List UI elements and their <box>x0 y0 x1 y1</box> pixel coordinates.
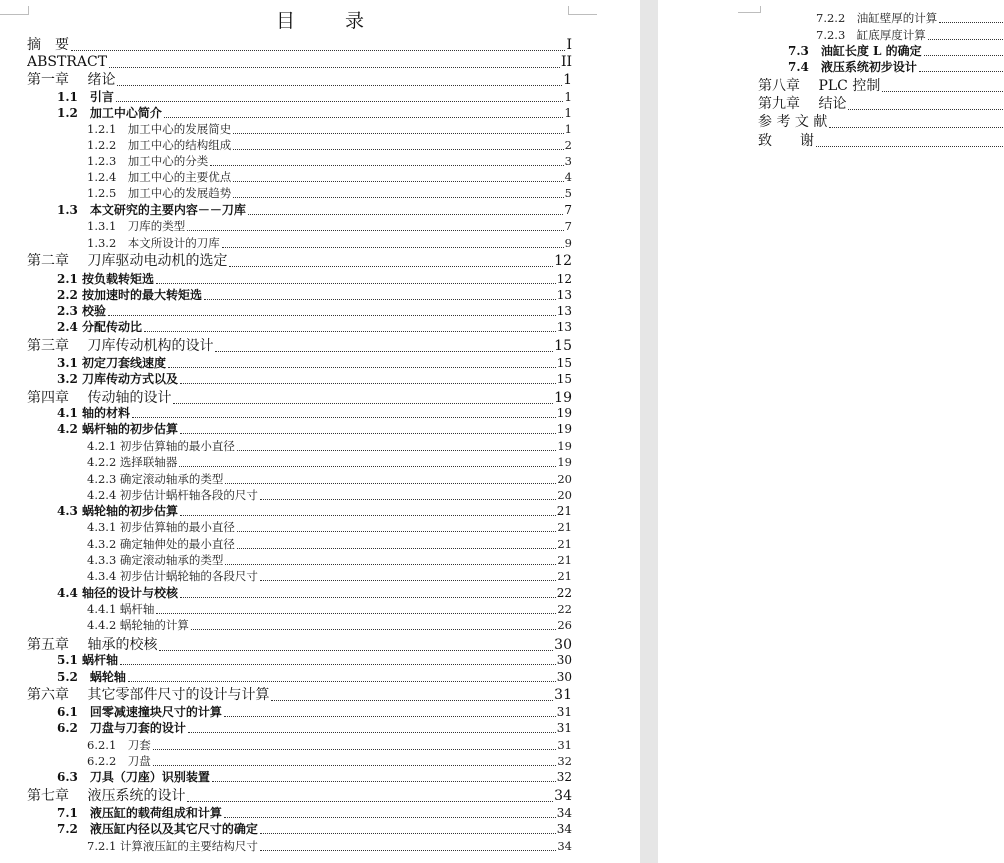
toc-leader-dots <box>108 315 556 316</box>
toc-leader-dots <box>153 765 557 766</box>
toc-page-number: 1 <box>564 122 572 136</box>
toc-entry[interactable] <box>87 218 572 234</box>
toc-page-number: 34 <box>556 822 572 836</box>
toc-leader-dots <box>173 403 553 404</box>
toc-page-number: 15 <box>554 338 572 354</box>
toc-leader-dots <box>164 117 563 118</box>
toc-entry[interactable] <box>87 137 572 153</box>
toc-entry-text: 致 谢 <box>758 133 814 149</box>
toc-leader-dots <box>71 50 565 51</box>
toc-entry-text: 4.1 轴的材料 <box>57 406 131 420</box>
toc-entry[interactable] <box>27 337 572 355</box>
toc-leader-dots <box>180 383 556 384</box>
toc-entry[interactable] <box>87 536 572 552</box>
toc-page-number: 13 <box>556 288 572 302</box>
toc-page-number: 21 <box>557 553 572 567</box>
toc-leader-dots <box>128 681 556 682</box>
toc-page-number: 4 <box>564 170 572 184</box>
toc-leader-dots <box>260 850 556 851</box>
toc-entry[interactable] <box>87 838 572 854</box>
toc-page-number: 34 <box>557 839 572 853</box>
toc-entry[interactable] <box>87 471 572 487</box>
toc-entry[interactable] <box>87 121 572 137</box>
toc-page-number: 12 <box>554 253 572 269</box>
toc-entry-text: 7.4 液压系统初步设计 <box>788 60 917 74</box>
toc-entry[interactable] <box>27 36 572 54</box>
toc-entry-text: 4.2.2 选择联轴器 <box>87 455 178 469</box>
toc-leader-dots <box>919 71 1003 72</box>
toc-entry-text: 4.3.1 初步估算轴的最小直径 <box>87 520 235 534</box>
toc-entry-text: 1.2.4 加工中心的主要优点 <box>87 170 232 184</box>
toc-entry[interactable] <box>27 53 572 71</box>
toc-leader-dots <box>260 499 556 500</box>
toc-entry[interactable] <box>57 287 572 303</box>
toc-entry-text: 第九章 结论 <box>758 96 847 112</box>
toc-page-number: 13 <box>556 304 572 318</box>
toc-entry-text: 5.2 蜗轮轴 <box>57 670 126 684</box>
toc-entry[interactable] <box>57 303 572 319</box>
toc-leader-dots <box>882 91 1003 92</box>
toc-entry-text: 2.4 分配传动比 <box>57 320 143 334</box>
toc-leader-dots <box>180 515 556 516</box>
toc-entry[interactable] <box>87 617 572 633</box>
toc-leader-dots <box>117 85 562 86</box>
toc-entry-text: 参 考 文 献 <box>758 114 828 130</box>
toc-entry-text: 4.2 蜗杆轴的初步估算 <box>57 422 179 436</box>
toc-entry[interactable] <box>816 27 1004 43</box>
toc-entry-text: 2.3 校验 <box>57 304 107 318</box>
toc-entry-text: 6.3 刀具（刀座）识别装置 <box>57 770 210 784</box>
toc-page-number: 31 <box>556 705 572 719</box>
toc-entry-text: 1.2.3 加工中心的分类 <box>87 154 209 168</box>
toc-leader-dots <box>237 531 556 532</box>
toc-entry-text: 1.2 加工中心简介 <box>57 106 162 120</box>
toc-leader-dots <box>132 417 556 418</box>
toc-entry-text: 第七章 液压系统的设计 <box>27 788 186 804</box>
toc-entry[interactable] <box>57 421 572 437</box>
toc-leader-dots <box>233 181 563 182</box>
toc-leader-dots <box>939 22 1003 23</box>
toc-entry[interactable] <box>87 601 572 617</box>
toc-page-number: 30 <box>554 637 572 653</box>
toc-entry-text: 4.3.4 初步估计蜗轮轴的各段尺寸 <box>87 569 258 583</box>
toc-entry[interactable] <box>57 769 572 785</box>
toc-entry-text: 7.2.2 油缸壁厚的计算 <box>816 11 938 25</box>
toc-leader-dots <box>233 133 563 134</box>
toc-page-number: 26 <box>557 618 572 632</box>
toc-page-number: 31 <box>554 687 572 703</box>
toc-entry[interactable] <box>816 10 1004 26</box>
toc-leader-dots <box>116 101 563 102</box>
toc-leader-dots <box>187 801 553 802</box>
toc-page-number: 22 <box>556 586 572 600</box>
toc-entry[interactable] <box>27 71 572 89</box>
toc-leader-dots <box>120 664 556 665</box>
toc-page-number: 34 <box>556 806 572 820</box>
toc-entry[interactable] <box>87 552 572 568</box>
toc-entry-text: 第一章 绪论 <box>27 72 116 88</box>
toc-page-number: 30 <box>556 653 572 667</box>
toc-entry-text: 第三章 刀库传动机构的设计 <box>27 338 214 354</box>
toc-entry[interactable] <box>57 652 572 668</box>
toc-entry[interactable] <box>27 686 572 704</box>
toc-entry-text: 6.2.1 刀套 <box>87 738 151 752</box>
toc-entry-text: 6.2.2 刀盘 <box>87 754 151 768</box>
toc-entry-text: 1.2.1 加工中心的发展简史 <box>87 122 232 136</box>
document-page-right <box>658 0 1004 863</box>
toc-leader-dots <box>829 127 1003 128</box>
toc-entry[interactable] <box>87 185 572 201</box>
toc-page-number: 30 <box>556 670 572 684</box>
toc-entry[interactable] <box>87 753 572 769</box>
toc-page-number: 21 <box>557 537 572 551</box>
toc-entry-text: 7.3 油缸长度 L 的确定 <box>788 44 922 58</box>
toc-leader-dots <box>212 781 556 782</box>
toc-entry[interactable] <box>758 132 1004 150</box>
toc-leader-dots <box>237 548 556 549</box>
toc-leader-dots <box>233 149 563 150</box>
toc-leader-dots <box>180 597 556 598</box>
toc-page-number: 12 <box>556 272 572 286</box>
toc-page-number: 19 <box>556 422 572 436</box>
toc-entry-text: 4.2.4 初步估计蜗杆轴各段的尺寸 <box>87 488 258 502</box>
toc-leader-dots <box>188 732 556 733</box>
toc-page-number: 15 <box>556 356 572 370</box>
toc-leader-dots <box>156 283 556 284</box>
toc-leader-dots <box>237 450 556 451</box>
toc-page-number: 32 <box>556 770 572 784</box>
toc-entry-text: 4.4.1 蜗杆轴 <box>87 602 155 616</box>
toc-entry[interactable] <box>87 153 572 169</box>
toc-entry[interactable] <box>758 113 1004 131</box>
toc-entry-text: 1.1 引言 <box>57 90 114 104</box>
toc-leader-dots <box>180 433 556 434</box>
toc-leader-dots <box>225 483 556 484</box>
toc-entry[interactable] <box>87 235 572 251</box>
toc-page-number: 3 <box>564 154 572 168</box>
toc-page-number: 1 <box>563 72 572 88</box>
toc-entry[interactable] <box>57 585 572 601</box>
toc-entry[interactable] <box>758 77 1004 95</box>
toc-entry-text: 7.2.1 计算液压缸的主要结构尺寸 <box>87 839 258 853</box>
toc-entry-text: 4.4.2 蜗轮轴的计算 <box>87 618 189 632</box>
toc-entry-text: 1.3.2 本文所设计的刀库 <box>87 236 220 250</box>
toc-leader-dots <box>153 749 557 750</box>
toc-entry-text: 第八章 PLC 控制 <box>758 78 881 94</box>
toc-leader-dots <box>924 55 1003 56</box>
toc-page-number: 1 <box>564 106 572 120</box>
toc-leader-dots <box>816 146 1003 147</box>
toc-entry-text: 6.1 回零减速撞块尺寸的计算 <box>57 705 222 719</box>
toc-entry-text: 1.3 本文研究的主要内容－－刀库 <box>57 203 246 217</box>
toc-entry-text: 3.2 刀库传动方式以及 <box>57 372 179 386</box>
toc-entry[interactable] <box>87 438 572 454</box>
toc-leader-dots <box>260 580 556 581</box>
toc-entry[interactable] <box>57 202 572 218</box>
toc-entry[interactable] <box>57 105 572 121</box>
toc-page-number: I <box>566 37 572 53</box>
toc-entry-text: 7.2.3 缸底厚度计算 <box>816 28 926 42</box>
toc-entry-text: 6.2 刀盘与刀套的设计 <box>57 721 186 735</box>
toc-entry[interactable] <box>57 503 572 519</box>
toc-entry[interactable] <box>57 355 572 371</box>
toc-leader-dots <box>260 833 556 834</box>
toc-leader-dots <box>210 165 563 166</box>
toc-page-number: 9 <box>564 236 572 250</box>
toc-leader-dots <box>229 266 553 267</box>
toc-entry[interactable] <box>87 737 572 753</box>
toc-entry[interactable] <box>57 669 572 685</box>
toc-entry-text: 4.3.3 确定滚动轴承的类型 <box>87 553 224 567</box>
toc-leader-dots <box>179 466 556 467</box>
toc-entry-text: 1.3.1 刀库的类型 <box>87 219 186 233</box>
toc-entry[interactable] <box>57 319 572 335</box>
toc-page-number: 34 <box>554 788 572 804</box>
toc-leader-dots <box>204 299 556 300</box>
toc-entry[interactable] <box>57 720 572 736</box>
toc-leader-dots <box>248 214 563 215</box>
toc-entry[interactable] <box>27 787 572 805</box>
toc-entry-text: 1.2.5 加工中心的发展趋势 <box>87 186 232 200</box>
toc-leader-dots <box>225 564 556 565</box>
toc-page-number: 19 <box>556 406 572 420</box>
toc-leader-dots <box>109 67 560 68</box>
margin-guide <box>738 6 761 13</box>
toc-leader-dots <box>144 331 556 332</box>
toc-entry-text: 3.1 初定刀套线速度 <box>57 356 167 370</box>
toc-page-number: 31 <box>557 738 572 752</box>
toc-page-number: 21 <box>557 569 572 583</box>
toc-entry-text: 4.2.1 初步估算轴的最小直径 <box>87 439 235 453</box>
toc-leader-dots <box>222 247 564 248</box>
toc-leader-dots <box>233 197 563 198</box>
toc-page-number: 7 <box>564 219 572 233</box>
toc-entry[interactable] <box>788 59 1004 75</box>
toc-leader-dots <box>224 817 556 818</box>
toc-leader-dots <box>928 39 1003 40</box>
toc-leader-dots <box>159 650 553 651</box>
toc-entry[interactable] <box>57 805 572 821</box>
toc-page-number: 19 <box>557 439 572 453</box>
toc-entry-text: 第四章 传动轴的设计 <box>27 390 172 406</box>
toc-page-number: 13 <box>556 320 572 334</box>
toc-page-number: II <box>560 54 572 70</box>
toc-leader-dots <box>224 716 556 717</box>
toc-entry[interactable] <box>27 252 572 270</box>
toc-entry[interactable] <box>57 89 572 105</box>
toc-entry-text: ABSTRACT <box>27 54 108 70</box>
toc-page-number: 21 <box>556 504 572 518</box>
toc-entry[interactable] <box>57 821 572 837</box>
toc-entry[interactable] <box>57 704 572 720</box>
toc-entry-text: 摘 要 <box>27 37 69 53</box>
toc-entry-text: 7.1 液压缸的载荷组成和计算 <box>57 806 222 820</box>
toc-entry[interactable] <box>758 95 1004 113</box>
toc-entry[interactable] <box>57 405 572 421</box>
toc-page-number: 21 <box>557 520 572 534</box>
toc-entry-text: 4.3.2 确定轴伸处的最小直径 <box>87 537 235 551</box>
toc-page-number: 7 <box>564 203 572 217</box>
toc-page-number: 19 <box>557 455 572 469</box>
toc-page-number: 15 <box>556 372 572 386</box>
toc-entry[interactable] <box>87 487 572 503</box>
toc-entry-text: 4.3 蜗轮轴的初步估算 <box>57 504 179 518</box>
toc-entry-text: 第六章 其它零部件尺寸的设计与计算 <box>27 687 270 703</box>
toc-page-number: 32 <box>557 754 572 768</box>
toc-page-number: 1 <box>564 90 572 104</box>
toc-leader-dots <box>848 109 1003 110</box>
toc-entry-text: 4.4 轴径的设计与校核 <box>57 586 179 600</box>
toc-entry-text: 5.1 蜗杆轴 <box>57 653 119 667</box>
toc-entry[interactable] <box>57 271 572 287</box>
toc-entry[interactable] <box>87 454 572 470</box>
toc-entry-text: 2.1 按负载转矩选 <box>57 272 155 286</box>
toc-page-number: 20 <box>557 488 572 502</box>
toc-entry-text: 2.2 按加速时的最大转矩选 <box>57 288 203 302</box>
toc-leader-dots <box>271 700 553 701</box>
toc-entry[interactable] <box>87 169 572 185</box>
toc-entry-text: 第二章 刀库驱动电动机的选定 <box>27 253 228 269</box>
toc-entry-text: 1.2.2 加工中心的结构组成 <box>87 138 232 152</box>
toc-page-number: 5 <box>564 186 572 200</box>
toc-entry-text: 4.2.3 确定滚动轴承的类型 <box>87 472 224 486</box>
toc-leader-dots <box>187 230 563 231</box>
toc-leader-dots <box>156 613 556 614</box>
toc-leader-dots <box>215 351 553 352</box>
toc-leader-dots <box>168 367 556 368</box>
toc-entry-text: 7.2 液压缸内径以及其它尺寸的确定 <box>57 822 258 836</box>
toc-page-number: 22 <box>557 602 572 616</box>
toc-entry[interactable] <box>87 519 572 535</box>
toc-entry[interactable] <box>87 568 572 584</box>
toc-page-number: 31 <box>556 721 572 735</box>
toc-page-number: 19 <box>554 390 572 406</box>
toc-leader-dots <box>191 629 556 630</box>
toc-page-number: 20 <box>557 472 572 486</box>
toc-entry-text: 第五章 轴承的校核 <box>27 637 158 653</box>
toc-title: 目 录 <box>275 10 387 32</box>
toc-entry[interactable] <box>788 43 1004 59</box>
toc-page-number: 2 <box>564 138 572 152</box>
toc-entry[interactable] <box>57 371 572 387</box>
